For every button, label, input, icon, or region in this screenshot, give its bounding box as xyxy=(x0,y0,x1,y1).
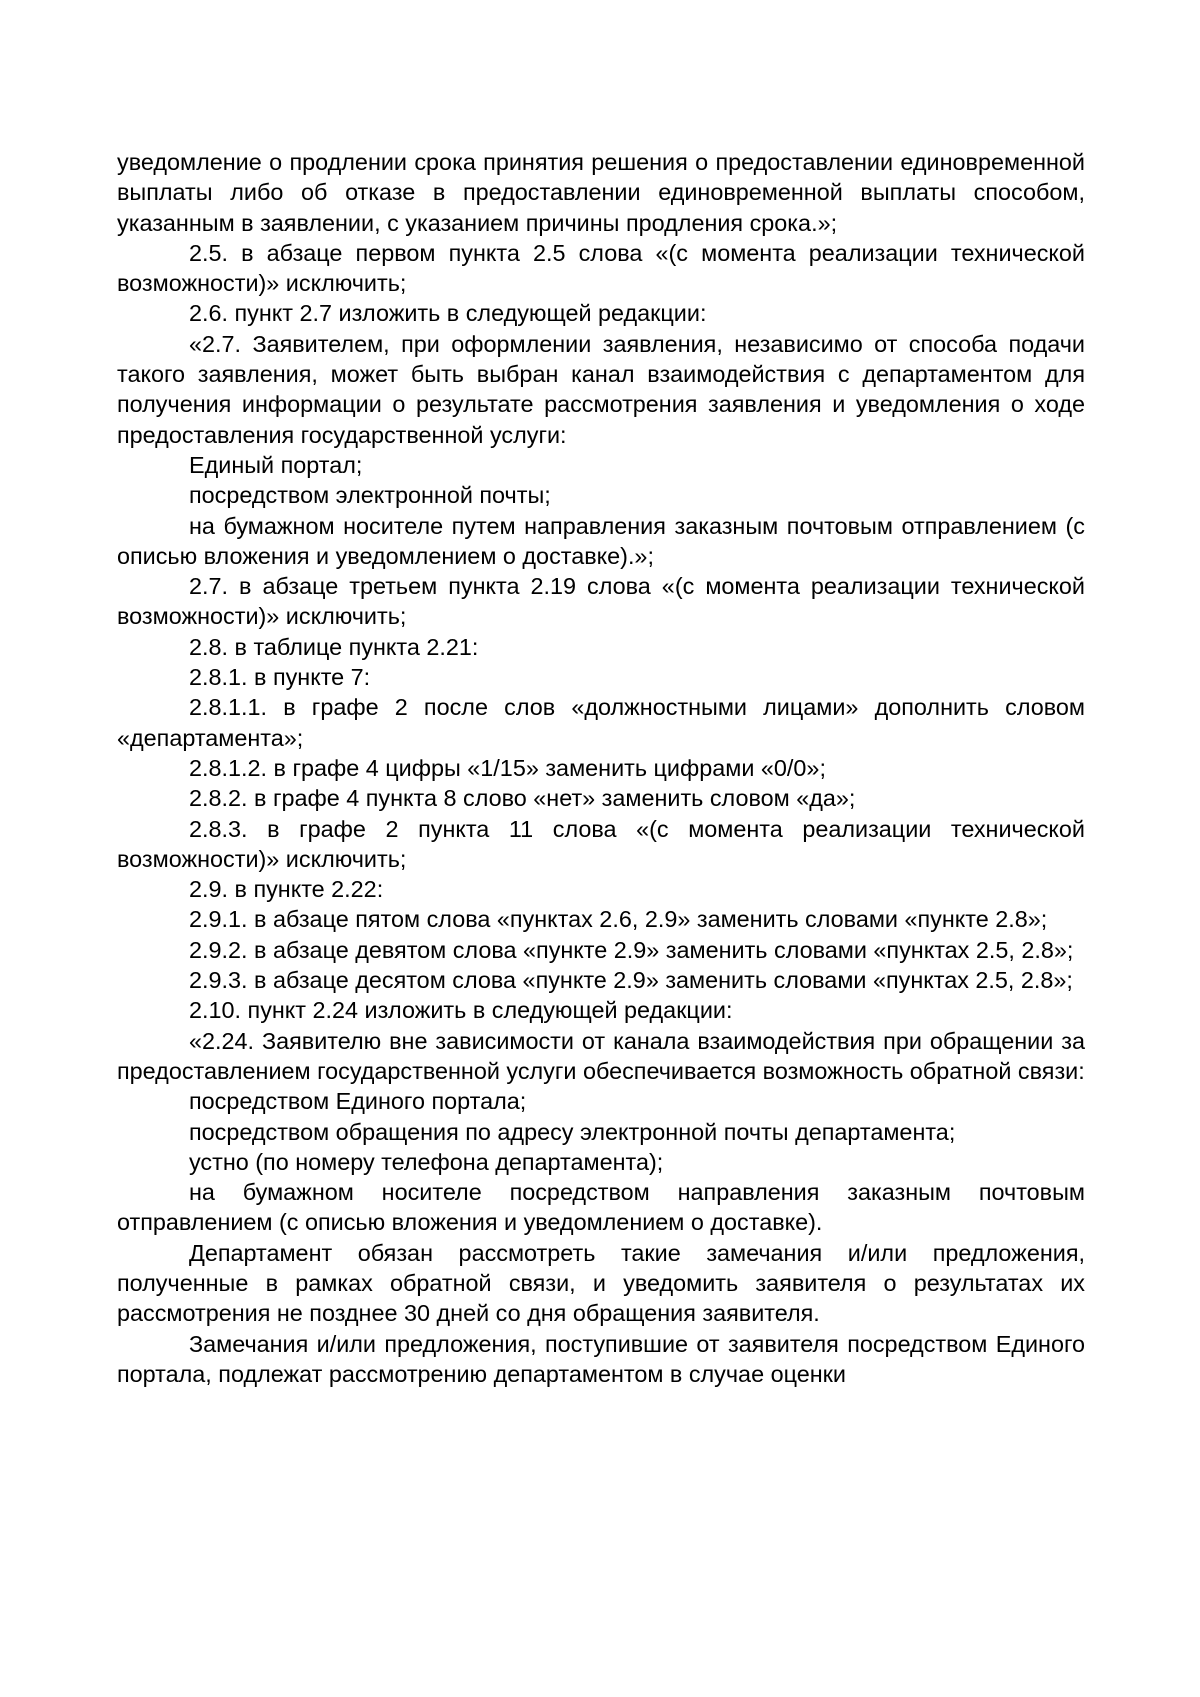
paragraph-item-2-8-1-1: 2.8.1.1. в графе 2 после слов «должностными лицами» дополнить словом «департамента»; xyxy=(117,694,1085,751)
paragraph-feedback-phone: устно (по номеру телефона департамента); xyxy=(189,1148,664,1175)
document-page xyxy=(117,147,1085,1389)
paragraph-channel-paper: на бумажном носителе путем направления заказным почтовым отправлением (с описью вложения и уведомлением о доставке).»; xyxy=(117,512,1085,569)
paragraph-item-2-9-3: 2.9.3. в абзаце десятом слова «пункте 2.9» заменить словами «пунктах 2.5, 2.8»; xyxy=(189,967,1073,994)
paragraph-item-2-9-1: 2.9.1. в абзаце пятом слова «пунктах 2.6, 2.9» заменить словами «пункте 2.8»; xyxy=(189,906,1048,933)
paragraph-continuation: уведомление о продлении срока принятия решения о предоставлении единовременной выплаты либо об отказе в предоставлении единовременной выплаты способом, указанным в заявлении, с указанием причины продления срока.»; xyxy=(117,149,1085,236)
paragraph-remarks-portal: Замечания и/или предложения, поступившие от заявителя посредством Единого портала, подлежат рассмотрению департаментом в случае оценки xyxy=(117,1330,1085,1387)
paragraph-item-2-10: 2.10. пункт 2.24 изложить в следующей редакции: xyxy=(189,997,733,1024)
paragraph-item-2-8: 2.8. в таблице пункта 2.21: xyxy=(189,633,479,660)
paragraph-item-2-7: 2.7. в абзаце третьем пункта 2.19 слова «(с момента реализации технической возможности)» исключить; xyxy=(117,573,1085,630)
paragraph-item-2-8-1-2: 2.8.1.2. в графе 4 цифры «1/15» заменить цифрами «0/0»; xyxy=(189,754,826,781)
paragraph-feedback-paper: на бумажном носителе посредством направления заказным почтовым отправлением (с описью вложения и уведомлением о доставке). xyxy=(117,1179,1085,1236)
paragraph-item-2-9: 2.9. в пункте 2.22: xyxy=(189,876,384,903)
paragraph-new-2-24: «2.24. Заявителю вне зависимости от канала взаимодействия при обращении за предоставлением государственной услуги обеспечивается возможность обратной связи: xyxy=(117,1027,1085,1084)
paragraph-item-2-8-2: 2.8.2. в графе 4 пункта 8 слово «нет» заменить словом «да»; xyxy=(189,785,856,812)
paragraph-new-2-7: «2.7. Заявителем, при оформлении заявления, независимо от способа подачи такого заявления, может быть выбран канал взаимодействия с департаментом для получения информации о результате рассмотрения заявления и уведомления о ходе предоставления государственной услуги: xyxy=(117,330,1085,448)
paragraph-feedback-email: посредством обращения по адресу электронной почты департамента; xyxy=(189,1118,956,1145)
paragraph-item-2-8-3: 2.8.3. в графе 2 пункта 11 слова «(с момента реализации технической возможности)» исключить; xyxy=(117,815,1085,872)
paragraph-item-2-9-2: 2.9.2. в абзаце девятом слова «пункте 2.9» заменить словами «пунктах 2.5, 2.8»; xyxy=(189,936,1074,963)
paragraph-item-2-8-1: 2.8.1. в пункте 7: xyxy=(189,664,371,691)
paragraph-department-duty: Департамент обязан рассмотреть такие замечания и/или предложения, полученные в рамках обратной связи, и уведомить заявителя о результатах их рассмотрения не позднее 30 дней со дня обращения заявителя. xyxy=(117,1239,1085,1327)
paragraph-feedback-portal: посредством Единого портала; xyxy=(189,1088,527,1115)
paragraph-channel-email: посредством электронной почты; xyxy=(189,482,551,509)
paragraph-item-2-5: 2.5. в абзаце первом пункта 2.5 слова «(с момента реализации технической возможности)» исключить; xyxy=(117,239,1085,297)
paragraph-channel-portal: Единый портал; xyxy=(189,451,363,478)
paragraph-item-2-6: 2.6. пункт 2.7 изложить в следующей редакции: xyxy=(189,300,707,327)
